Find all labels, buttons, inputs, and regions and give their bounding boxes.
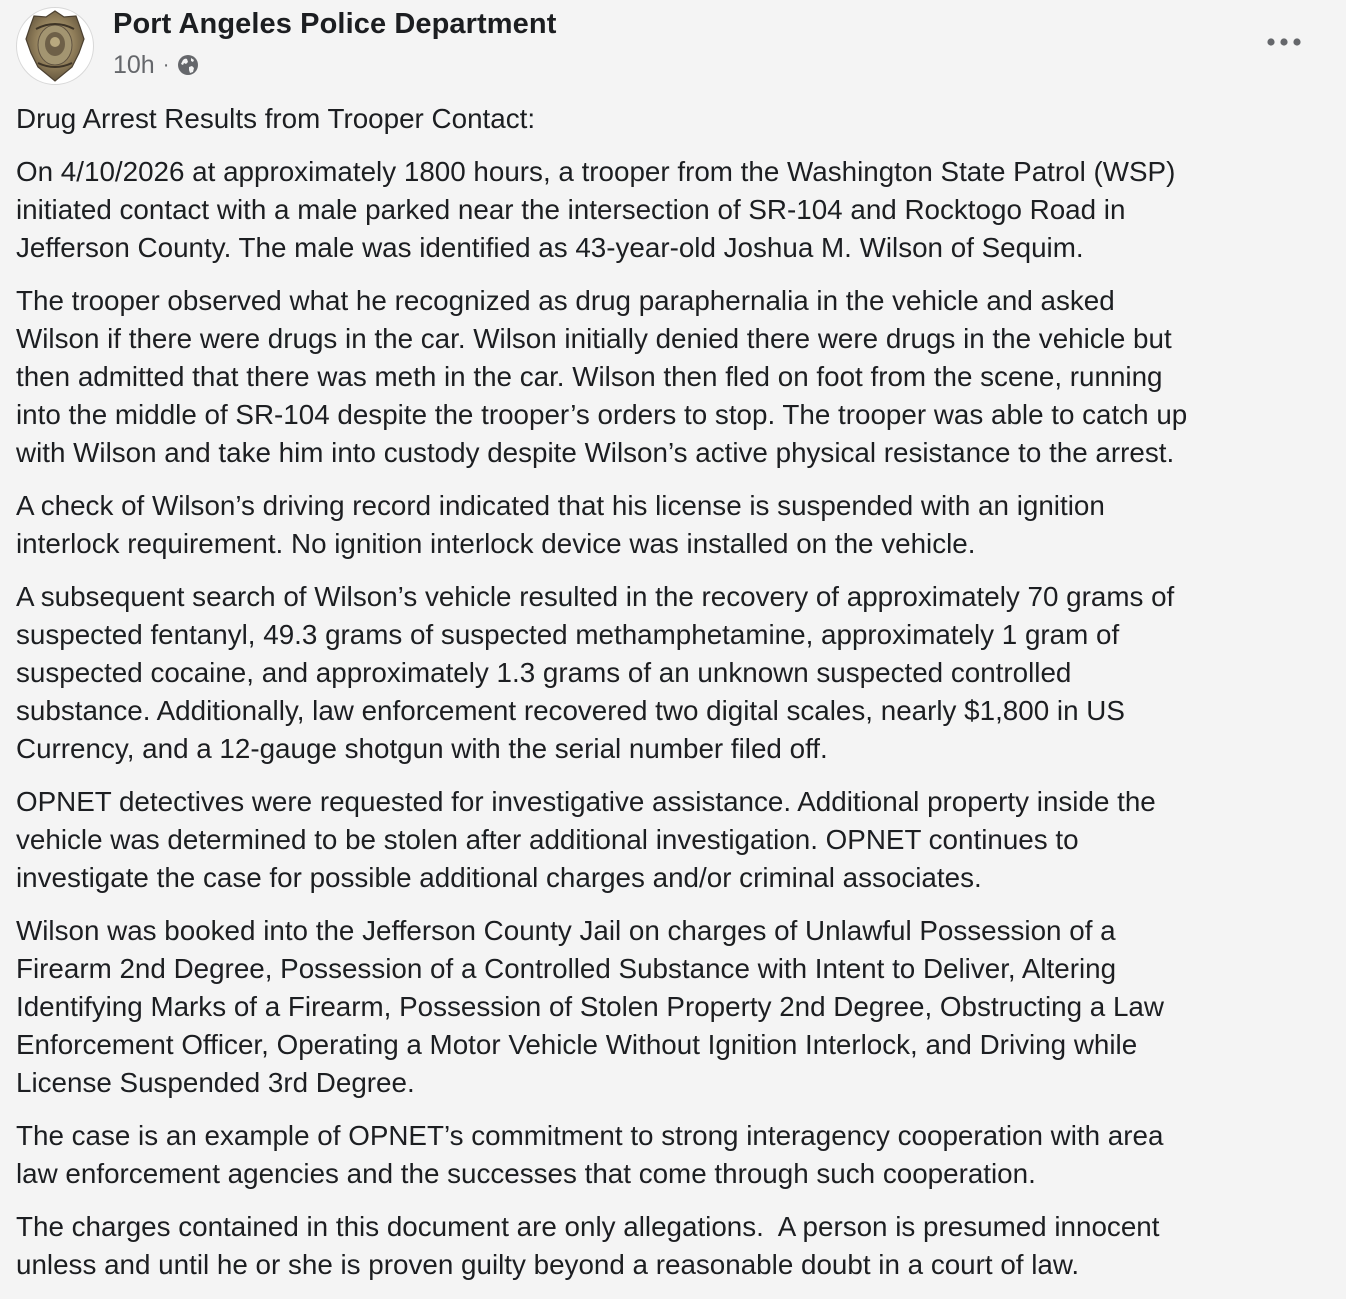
text-line: Wilson if there were drugs in the car. Wilson initially denied there were drugs in the vehicle but	[16, 323, 1172, 354]
paragraph-8	[16, 1208, 1334, 1284]
text-line: Enforcement Officer, Operating a Motor Vehicle Without Ignition Interlock, and Driving while	[16, 1029, 1138, 1060]
text-line: OPNET detectives were requested for investigative assistance. Additional property inside the	[16, 786, 1156, 817]
meta-separator: ·	[162, 53, 170, 76]
avatar[interactable]	[16, 7, 94, 85]
post-meta	[113, 50, 200, 80]
page-author-name[interactable]: Port Angeles Police Department	[113, 8, 557, 40]
police-badge-icon	[24, 9, 86, 83]
post-header	[0, 0, 1346, 100]
paragraph-6	[16, 912, 1334, 1102]
text-line: with Wilson and take him into custody despite Wilson’s active physical resistance to the arrest.	[16, 437, 1175, 468]
more-options-button[interactable]	[1262, 22, 1306, 62]
text-line: suspected cocaine, and approximately 1.3 grams of an unknown suspected controlled	[16, 657, 1072, 688]
paragraph-2	[16, 282, 1334, 472]
post-timestamp[interactable]: 10h	[113, 50, 155, 79]
globe-icon[interactable]	[176, 53, 200, 77]
post-message	[16, 100, 1334, 1299]
paragraph-3	[16, 487, 1334, 563]
paragraph-5	[16, 783, 1334, 897]
text-line: interlock requirement. No ignition interlock device was installed on the vehicle.	[16, 528, 976, 559]
text-line: A check of Wilson’s driving record indicated that his license is suspended with an ignition	[16, 490, 1105, 521]
text-line: vehicle was determined to be stolen after additional investigation. OPNET continues to	[16, 824, 1079, 855]
text-line: then admitted that there was meth in the car. Wilson then fled on foot from the scene, running	[16, 361, 1163, 392]
text-line: Identifying Marks of a Firearm, Possession of Stolen Property 2nd Degree, Obstructing a Law	[16, 991, 1164, 1022]
text-line: law enforcement agencies and the successes that come through such cooperation.	[16, 1158, 1036, 1189]
text-line: Wilson was booked into the Jefferson County Jail on charges of Unlawful Possession of a	[16, 915, 1116, 946]
text-line: On 4/10/2026 at approximately 1800 hours, a trooper from the Washington State Patrol (WSP)	[16, 156, 1176, 187]
text-line: unless and until he or she is proven guilty beyond a reasonable doubt in a court of law.	[16, 1249, 1080, 1280]
text-line: A subsequent search of Wilson’s vehicle resulted in the recovery of approximately 70 grams of	[16, 581, 1175, 612]
text-line: License Suspended 3rd Degree.	[16, 1067, 415, 1098]
text-line: into the middle of SR-104 despite the trooper’s orders to stop. The trooper was able to catch up	[16, 399, 1188, 430]
text-line: The charges contained in this document are only allegations. A person is presumed innocent	[16, 1211, 1160, 1242]
more-options-icon	[1266, 37, 1302, 47]
text-line: substance. Additionally, law enforcement recovered two digital scales, nearly $1,800 in US	[16, 695, 1125, 726]
text-line: The case is an example of OPNET’s commitment to strong interagency cooperation with area	[16, 1120, 1164, 1151]
text-line: The trooper observed what he recognized as drug paraphernalia in the vehicle and asked	[16, 285, 1115, 316]
text-line: Currency, and a 12-gauge shotgun with the serial number filed off.	[16, 733, 828, 764]
text-line: suspected fentanyl, 49.3 grams of suspected methamphetamine, approximately 1 gram of	[16, 619, 1120, 650]
text-line: initiated contact with a male parked near the intersection of SR-104 and Rocktogo Road in	[16, 194, 1126, 225]
title-line: Drug Arrest Results from Trooper Contact:	[16, 103, 536, 134]
paragraph-1	[16, 153, 1334, 267]
paragraph-7	[16, 1117, 1334, 1193]
text-line: Jefferson County. The male was identified as 43-year-old Joshua M. Wilson of Sequim.	[16, 232, 1084, 263]
text-line: investigate the case for possible additional charges and/or criminal associates.	[16, 862, 982, 893]
paragraph-4	[16, 578, 1334, 768]
text-line: Firearm 2nd Degree, Possession of a Controlled Substance with Intent to Deliver, Altering	[16, 953, 1117, 984]
post-title	[16, 100, 1334, 138]
